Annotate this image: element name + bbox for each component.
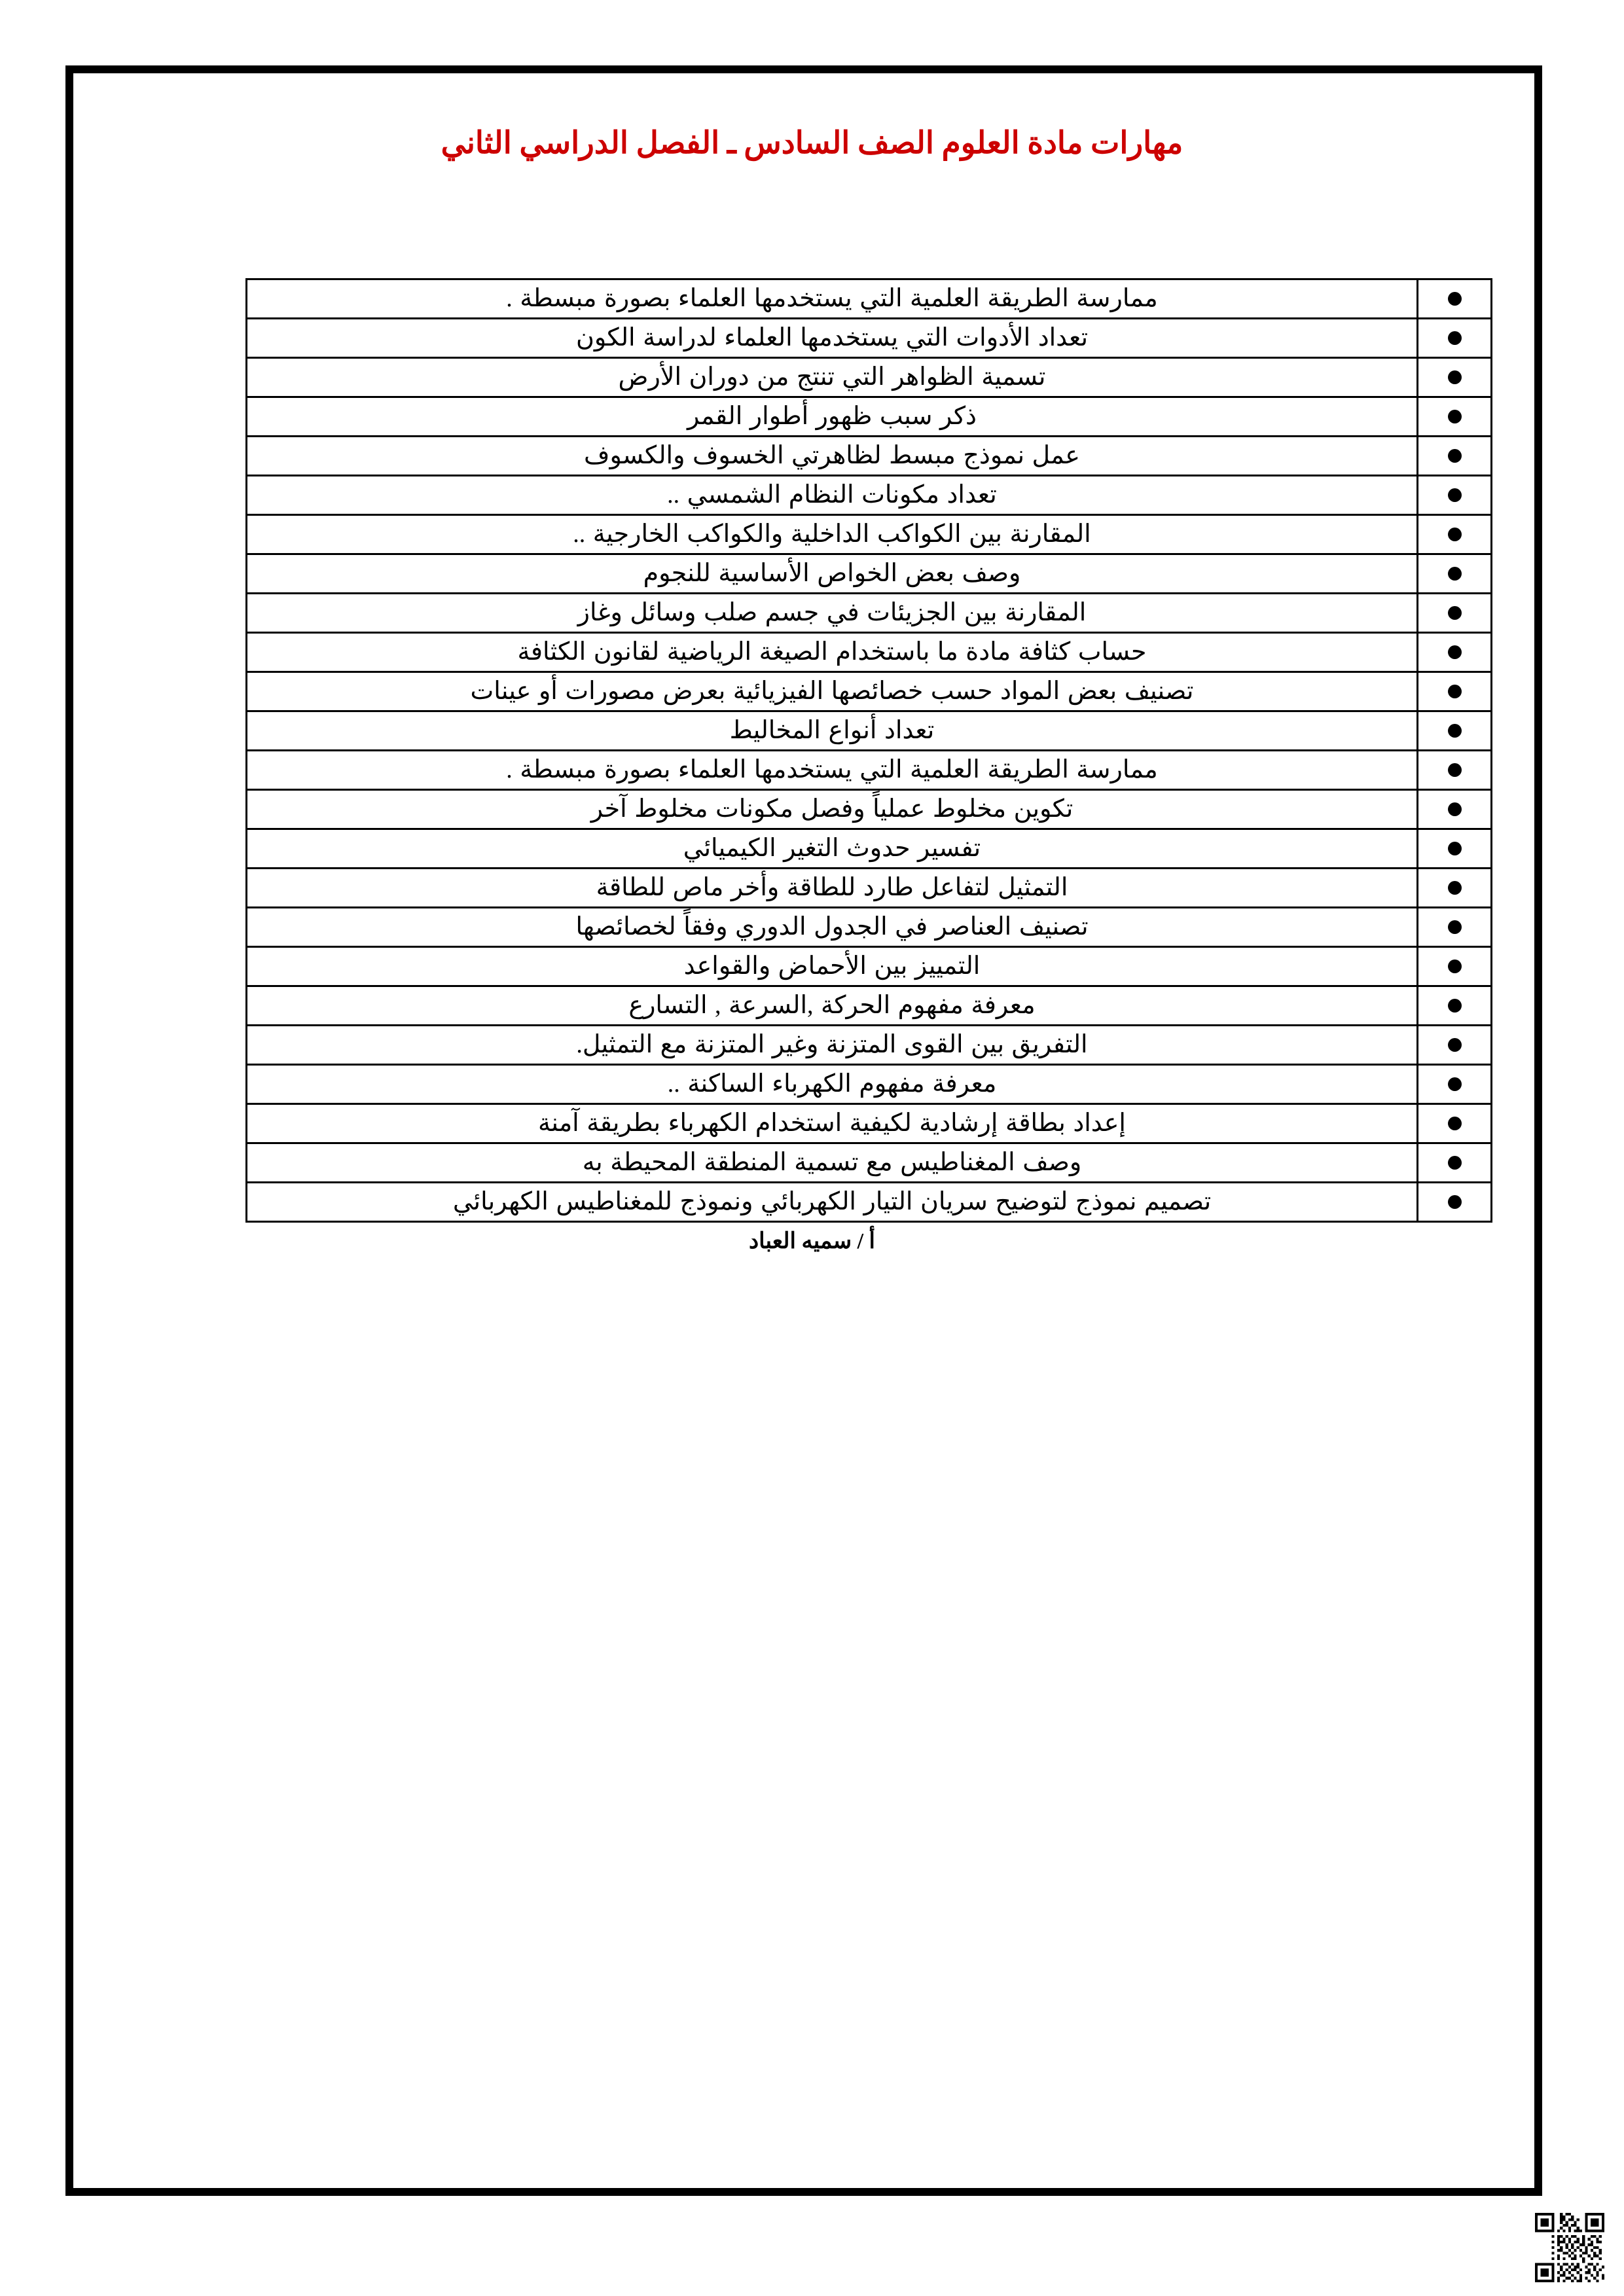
skill-text: التمييز بين الأحماض والقواعد xyxy=(247,947,1418,986)
table-row xyxy=(247,1183,1492,1222)
skills-table xyxy=(245,278,1492,1223)
bullet-dot-icon xyxy=(1448,567,1462,581)
skill-text: ذكر سبب ظهور أطوار القمر xyxy=(247,397,1418,437)
bullet-icon xyxy=(1418,1026,1492,1065)
table-row xyxy=(247,829,1492,869)
table-row xyxy=(247,1104,1492,1143)
bullet-dot-icon xyxy=(1448,606,1462,620)
bullet-dot-icon xyxy=(1448,842,1462,855)
bullet-icon xyxy=(1418,476,1492,515)
skill-text: تصنيف بعض المواد حسب خصائصها الفيزيائية بعرض مصورات أو عينات xyxy=(247,672,1418,711)
bullet-icon xyxy=(1418,829,1492,869)
table-row xyxy=(247,319,1492,358)
table-row xyxy=(247,751,1492,790)
skills-table-body xyxy=(247,279,1492,1222)
bullet-icon xyxy=(1418,751,1492,790)
bullet-dot-icon xyxy=(1448,331,1462,345)
bullet-icon xyxy=(1418,633,1492,672)
bullet-icon xyxy=(1418,711,1492,751)
table-row xyxy=(247,1143,1492,1183)
table-row xyxy=(247,1065,1492,1104)
bullet-icon xyxy=(1418,515,1492,554)
table-row xyxy=(247,594,1492,633)
bullet-dot-icon xyxy=(1448,999,1462,1013)
bullet-dot-icon xyxy=(1448,410,1462,423)
skill-text: تعداد الأدوات التي يستخدمها العلماء لدراسة الكون xyxy=(247,319,1418,358)
table-row xyxy=(247,515,1492,554)
bullet-dot-icon xyxy=(1448,960,1462,973)
table-row xyxy=(247,437,1492,476)
table-row xyxy=(247,476,1492,515)
table-row xyxy=(247,790,1492,829)
skill-text: المقارنة بين الجزيئات في جسم صلب وسائل وغاز xyxy=(247,594,1418,633)
bullet-icon xyxy=(1418,554,1492,594)
bullet-icon xyxy=(1418,437,1492,476)
bullet-dot-icon xyxy=(1448,1195,1462,1209)
teacher-signature: أ / سميه العباد xyxy=(749,1229,875,1253)
bullet-icon xyxy=(1418,397,1492,437)
bullet-icon xyxy=(1418,594,1492,633)
table-row xyxy=(247,908,1492,947)
bullet-icon xyxy=(1418,358,1492,397)
skill-text: تصميم نموذج لتوضيح سريان التيار الكهربائي ونموذج للمغناطيس الكهربائي xyxy=(247,1183,1418,1222)
bullet-dot-icon xyxy=(1448,1038,1462,1052)
bullet-dot-icon xyxy=(1448,724,1462,738)
bullet-icon xyxy=(1418,908,1492,947)
bullet-dot-icon xyxy=(1448,292,1462,306)
table-row xyxy=(247,554,1492,594)
bullet-dot-icon xyxy=(1448,645,1462,659)
skill-text: إعداد بطاقة إرشادية لكيفية استخدام الكهرباء بطريقة آمنة xyxy=(247,1104,1418,1143)
bullet-icon xyxy=(1418,986,1492,1026)
page-title: مهارات مادة العلوم الصف السادس ـ الفصل الدراسي الثاني xyxy=(441,126,1183,160)
bullet-icon xyxy=(1418,869,1492,908)
table-row xyxy=(247,358,1492,397)
table-row xyxy=(247,672,1492,711)
bullet-icon xyxy=(1418,319,1492,358)
bullet-dot-icon xyxy=(1448,488,1462,502)
skill-text: تصنيف العناصر في الجدول الدوري وفقاً لخصائصها xyxy=(247,908,1418,947)
skill-text: تعداد مكونات النظام الشمسي .. xyxy=(247,476,1418,515)
bullet-icon xyxy=(1418,1183,1492,1222)
skill-text: ممارسة الطريقة العلمية التي يستخدمها العلماء بصورة مبسطة . xyxy=(247,279,1418,319)
skill-text: ممارسة الطريقة العلمية التي يستخدمها العلماء بصورة مبسطة . xyxy=(247,751,1418,790)
skill-text: التفريق بين القوى المتزنة وغير المتزنة مع التمثيل. xyxy=(247,1026,1418,1065)
bullet-dot-icon xyxy=(1448,802,1462,816)
skill-text: التمثيل لتفاعل طارد للطاقة وأخر ماص للطاقة xyxy=(247,869,1418,908)
bullet-icon xyxy=(1418,790,1492,829)
skill-text: تكوين مخلوط عملياً وفصل مكونات مخلوط آخر xyxy=(247,790,1418,829)
bullet-dot-icon xyxy=(1448,920,1462,934)
skill-text: تعداد أنواع المخاليط xyxy=(247,711,1418,751)
qr-code-icon xyxy=(1534,2213,1605,2282)
skill-text: معرفة مفهوم الكهرباء الساكنة .. xyxy=(247,1065,1418,1104)
bullet-icon xyxy=(1418,1065,1492,1104)
table-row xyxy=(247,633,1492,672)
table-row xyxy=(247,1026,1492,1065)
bullet-dot-icon xyxy=(1448,685,1462,698)
skill-text: وصف المغناطيس مع تسمية المنطقة المحيطة به xyxy=(247,1143,1418,1183)
bullet-icon xyxy=(1418,1104,1492,1143)
bullet-dot-icon xyxy=(1448,528,1462,541)
bullet-icon xyxy=(1418,947,1492,986)
bullet-icon xyxy=(1418,672,1492,711)
bullet-dot-icon xyxy=(1448,370,1462,384)
bullet-dot-icon xyxy=(1448,881,1462,895)
table-row xyxy=(247,397,1492,437)
skill-text: معرفة مفهوم الحركة ,السرعة , التسارع xyxy=(247,986,1418,1026)
bullet-dot-icon xyxy=(1448,763,1462,777)
bullet-dot-icon xyxy=(1448,1156,1462,1170)
skill-text: تسمية الظواهر التي تنتج من دوران الأرض xyxy=(247,358,1418,397)
table-row xyxy=(247,947,1492,986)
bullet-icon xyxy=(1418,1143,1492,1183)
skill-text: المقارنة بين الكواكب الداخلية والكواكب الخارجية .. xyxy=(247,515,1418,554)
bullet-dot-icon xyxy=(1448,1117,1462,1130)
bullet-dot-icon xyxy=(1448,1077,1462,1091)
table-row xyxy=(247,711,1492,751)
skill-text: حساب كثافة مادة ما باستخدام الصيغة الرياضية لقانون الكثافة xyxy=(247,633,1418,672)
skill-text: تفسير حدوث التغير الكيميائي xyxy=(247,829,1418,869)
bullet-dot-icon xyxy=(1448,449,1462,463)
table-row xyxy=(247,869,1492,908)
table-row xyxy=(247,279,1492,319)
skill-text: وصف بعض الخواص الأساسية للنجوم xyxy=(247,554,1418,594)
skill-text: عمل نموذج مبسط لظاهرتي الخسوف والكسوف xyxy=(247,437,1418,476)
bullet-icon xyxy=(1418,279,1492,319)
table-row xyxy=(247,986,1492,1026)
